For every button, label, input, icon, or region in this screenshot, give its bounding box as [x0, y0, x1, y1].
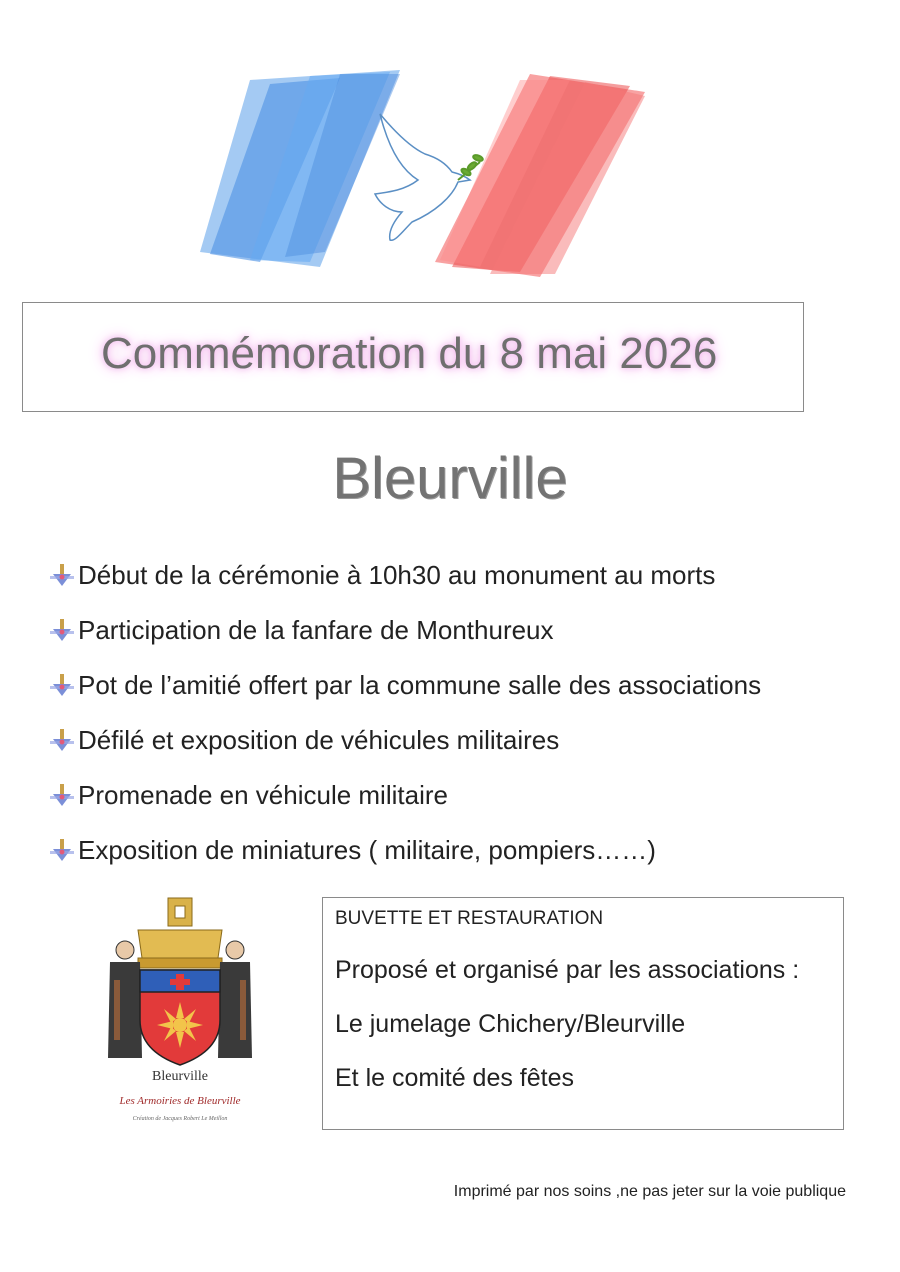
- coat-caption: Les Armoiries de Bleurville: [119, 1095, 241, 1107]
- list-item-text: Début de la cérémonie à 10h30 au monument au morts: [78, 560, 716, 590]
- program-list: [48, 548, 761, 878]
- coat-credit: Création de Jacques Robert Le Meillon: [132, 1116, 228, 1122]
- shield-icon: [140, 970, 220, 1065]
- list-item: [48, 658, 761, 713]
- footer-note: Imprimé par nos soins ,ne pas jeter sur la voie publique: [453, 1183, 846, 1200]
- list-item-text: Défilé et exposition de véhicules militaires: [78, 725, 560, 755]
- monk-right-icon: [218, 941, 252, 1058]
- coat-name: Bleurville: [152, 1069, 208, 1084]
- buvette-line-jumelage: Le jumelage Chichery/Bleurville: [335, 1010, 686, 1038]
- list-item-text: Participation de la fanfare de Monthureux: [78, 615, 554, 645]
- list-item: [48, 548, 761, 603]
- town-name: Bleurville: [332, 446, 568, 511]
- list-item-text: Exposition de miniatures ( militaire, pompiers……): [78, 835, 656, 865]
- list-item: [48, 713, 761, 768]
- buvette-box: [322, 897, 844, 1130]
- arrow-down-bullet-icon: [48, 562, 76, 590]
- crown-icon: [138, 898, 222, 968]
- coat-of-arms-icon: [80, 880, 280, 1140]
- monk-left-icon: [108, 941, 142, 1058]
- list-item-text: Pot de l’amitié offert par la commune salle des associations: [78, 670, 762, 700]
- buvette-title: BUVETTE ET RESTAURATION: [335, 908, 604, 929]
- page-title: Commémoration du 8 mai 2026: [101, 329, 718, 378]
- arrow-down-bullet-icon: [48, 672, 76, 700]
- blue-brushstrokes: [200, 70, 400, 267]
- arrow-down-bullet-icon: [48, 727, 76, 755]
- arrow-down-bullet-icon: [48, 617, 76, 645]
- flag-with-dove-icon: [190, 62, 660, 282]
- list-item-text: Promenade en véhicule militaire: [78, 780, 448, 810]
- list-item: [48, 823, 761, 878]
- buvette-line-organizers: Proposé et organisé par les associations :: [335, 956, 800, 984]
- buvette-line-comite: Et le comité des fêtes: [335, 1064, 575, 1092]
- list-item: [48, 768, 761, 823]
- arrow-down-bullet-icon: [48, 837, 76, 865]
- title-box: [22, 302, 804, 412]
- list-item: [48, 603, 761, 658]
- arrow-down-bullet-icon: [48, 782, 76, 810]
